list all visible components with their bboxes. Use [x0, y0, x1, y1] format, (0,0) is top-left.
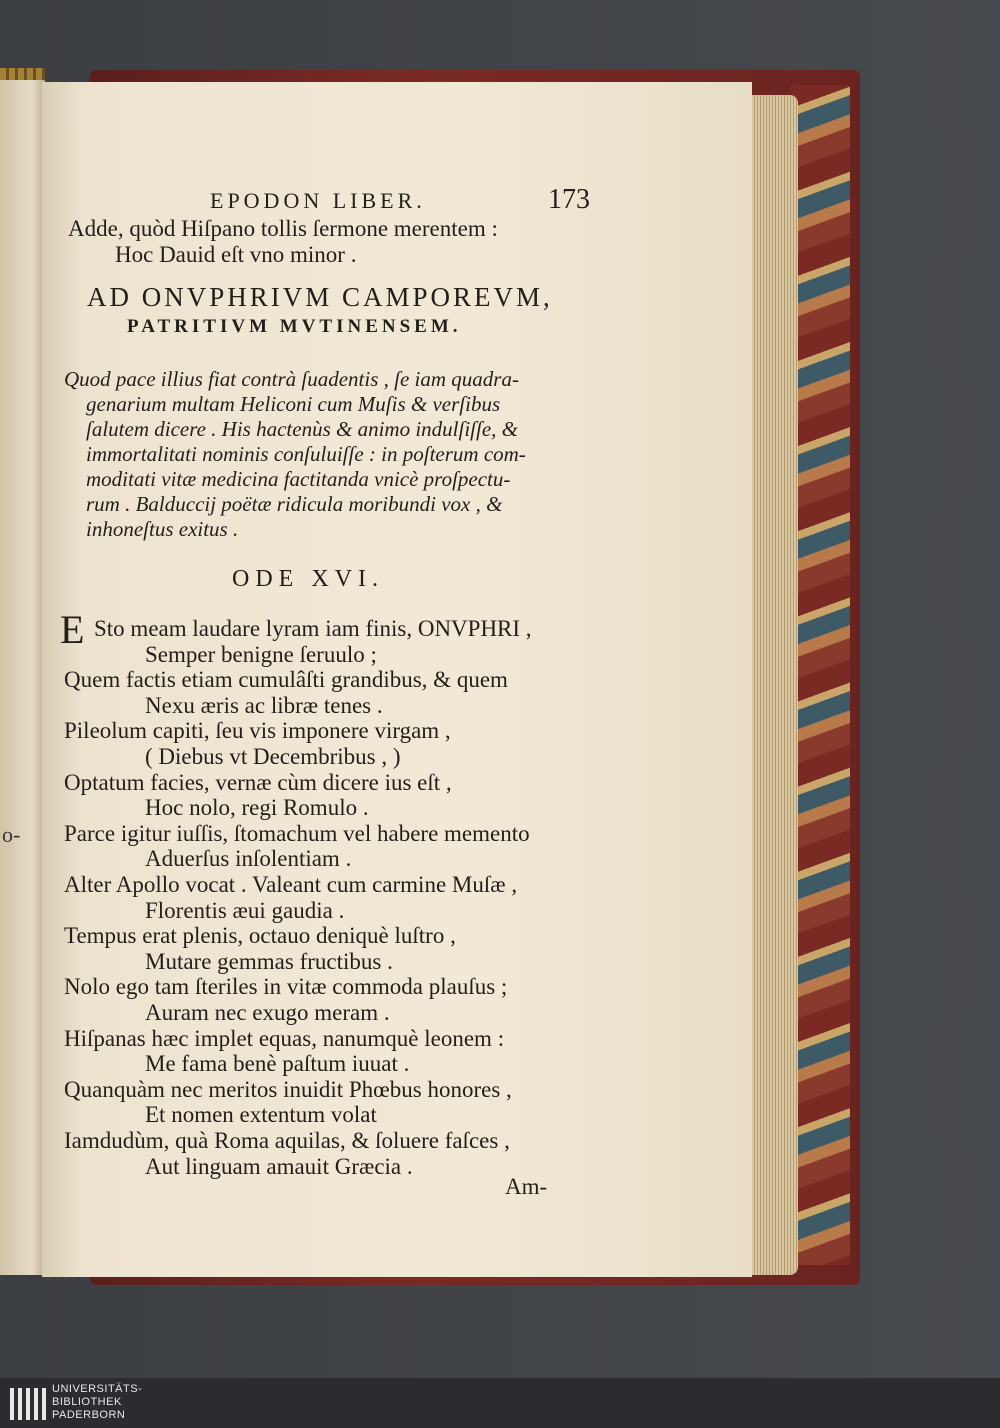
- library-footer: [0, 1378, 1000, 1428]
- verse-line: Hiſpanas hæc implet equas, nanumquè leonem :: [64, 1025, 505, 1051]
- verse-line: Alter Apollo vocat . Valeant cum carmine Muſæ ,: [64, 872, 518, 897]
- verse-line: Quem factis etiam cumulâſti grandibus, & quem: [64, 667, 508, 693]
- text-line: Hoc Dauid eſt vno minor .: [115, 242, 357, 267]
- library-name-line: PADERBORN: [52, 1409, 126, 1421]
- verse-line: ( Diebus vt Decembribus , ): [145, 744, 401, 769]
- verse-line: Semper benigne ſeruulo ;: [145, 641, 377, 667]
- library-name: [52, 1383, 142, 1422]
- argument-line: moditati vitæ medicina factitanda vnicè proſpectu-: [86, 467, 511, 491]
- library-name-line: BIBLIOTHEK: [52, 1396, 122, 1408]
- page-number: 173: [548, 184, 590, 215]
- verse-line: Iamdudùm, quà Roma aquilas, & ſoluere faſces ,: [64, 1128, 510, 1153]
- verse-line: Nexu æris ac libræ tenes .: [145, 692, 383, 718]
- argument-line: rum . Balduccij poëtæ ridicula moribundi vox , &: [86, 492, 503, 516]
- verse-line: Me fama benè paſtum iuuat .: [145, 1051, 410, 1077]
- drop-capital: E: [60, 607, 85, 652]
- verse-line: Auram nec exugo meram .: [145, 1000, 390, 1025]
- verse-line: Aduerſus inſolentiam .: [145, 846, 352, 872]
- library-logo-icon: [8, 1384, 48, 1424]
- right-page: [42, 82, 752, 1277]
- left-page-fragment: o-: [2, 822, 21, 847]
- verse-line: Optatum facies, vernæ cùm dicere ius eſt ,: [64, 769, 452, 795]
- verse-line: Quanquàm nec meritos inuidit Phœbus honores ,: [64, 1076, 512, 1102]
- argument-line: Quod pace illius fiat contrà ſuadentis , ſe iam quadra-: [64, 367, 519, 391]
- verse-line: Parce igitur iuſſis, ſtomachum vel habere memento: [64, 820, 530, 846]
- argument-line: genarium multam Heliconi cum Muſis & verſibus: [86, 392, 501, 416]
- running-head-title: EPODON LIBER.: [210, 188, 426, 213]
- verse-line: Hoc nolo, regi Romulo .: [145, 795, 369, 821]
- left-page: [0, 80, 45, 1275]
- running-head: [210, 184, 590, 220]
- argument-line: ſalutem dicere . His hactenùs & animo indulſiſſe, &: [86, 417, 518, 441]
- catchword: Am-: [505, 1174, 548, 1199]
- argument-line: immortalitati nominis conſuluiſſe : in poſterum com-: [86, 442, 526, 466]
- heading-line-1: AD ONVPHRIVM CAMPOREVM,: [87, 282, 553, 312]
- verse-line: Mutare gemmas fructibus .: [145, 948, 393, 974]
- library-name-line: UNIVERSITÄTS-: [52, 1383, 143, 1395]
- heading-line-2: PATRITIVM MVTINENSEM.: [127, 316, 462, 337]
- ode-title: ODE XVI.: [232, 566, 384, 592]
- argument-line: inhoneſtus exitus .: [86, 517, 239, 541]
- text-line: Adde, quòd Hiſpano tollis ſermone merentem :: [68, 216, 498, 241]
- verse-line: Florentis æui gaudia .: [145, 897, 345, 923]
- verse-line: Et nomen extentum volat: [145, 1102, 377, 1128]
- verse-line: Aut linguam amauit Græcia .: [145, 1153, 413, 1179]
- verse-line: Nolo ego tam ſteriles in vitæ commoda plauſus ;: [64, 974, 508, 1000]
- marbled-endpaper: [790, 85, 850, 1265]
- verse-line: Pileolum capiti, ſeu vis imponere virgam ,: [64, 718, 451, 744]
- verse-line: Tempus erat plenis, octauo deniquè luſtro ,: [64, 923, 456, 949]
- verse-line: Sto meam laudare lyram iam finis, ONVPHRI ,: [94, 616, 532, 641]
